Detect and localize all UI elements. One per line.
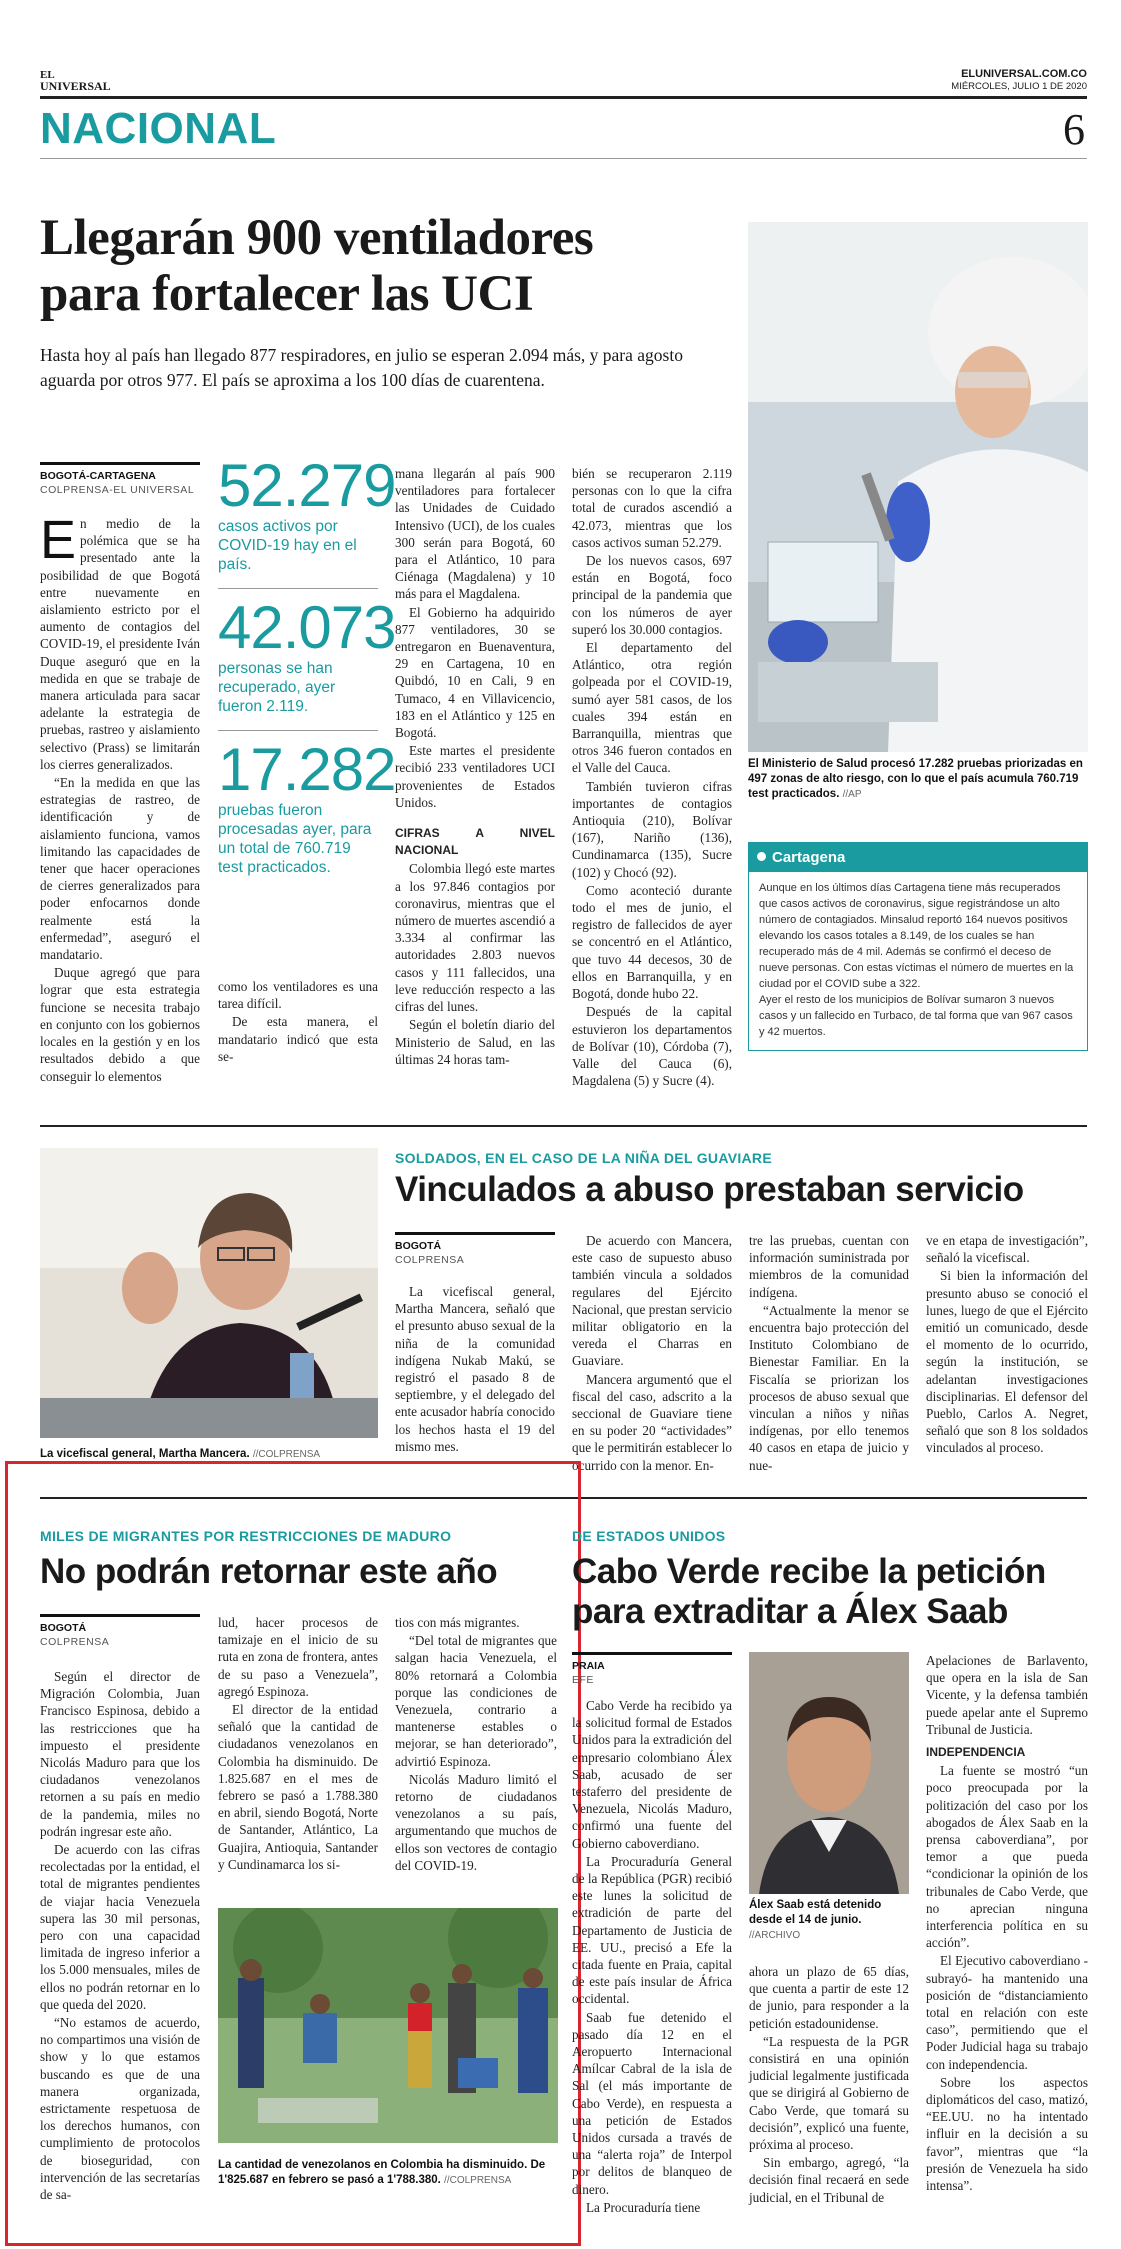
main-col3-p3: Este martes el presidente recibió 233 ventiladores UCI provenientes de Estados Unidos. xyxy=(395,743,555,810)
story2-headline: Vinculados a abuso prestaban servicio xyxy=(395,1170,1024,1209)
story2-col-2 xyxy=(572,1232,732,1475)
story4-col1-p1: Cabo Verde ha recibido ya la solicitud formal de Estados Unidos para la extradición del empresario colombiano Álex Saab, acusado de ser testaferro del presidente de Venezuela, Nicolás Maduro, confirmó una fuente del Gobierno caboverdiano. xyxy=(572,1698,732,1851)
page-number: 6 xyxy=(1063,105,1085,154)
box-body xyxy=(749,872,1087,1050)
story3-col-2 xyxy=(218,1614,378,1874)
story3-col1-p2: De acuerdo con las cifras recolectadas por la entidad, el total de migrantes pendientes de viajar hacia Venezuela supera las 30 mil personas, pero con una capacidad limitada de ingreso inferior a los 5.000 mensuales, miles de ellos no podrán retornar en lo que queda del 2020. xyxy=(40,1842,200,2012)
story3-col-1 xyxy=(40,1668,200,2204)
story2-col4-p1: ve en etapa de investigación”, señaló la vicefiscal. xyxy=(926,1233,1088,1266)
byline-agency: COLPRENSA xyxy=(40,1636,110,1648)
main-col2-p2: De esta manera, el mandatario indicó que esta se- xyxy=(218,1014,378,1064)
stat-active-cases-label: casos activos por COVID-19 hay en el país. xyxy=(218,518,357,573)
cartagena-box xyxy=(748,842,1088,1051)
story4-byline xyxy=(572,1652,732,1687)
stats-column xyxy=(218,452,396,891)
main-headline-line-2: para fortalecer las UCI xyxy=(40,266,534,322)
story4-col3-p4: Sobre los aspectos diplomáticos del caso, matizó, “EE.UU. no ha intentado influir en la decisión a su favor”, mientras que “la presión de Venezuela ha sido intensa”. xyxy=(926,2074,1088,2194)
story3-byline xyxy=(40,1614,200,1649)
logo-line-2: UNIVERSAL xyxy=(40,79,111,93)
story2-col2-p2: Mancera argumentó que el fiscal del caso, adscrito a la seccional de Guaviare tiene en su poder 20 “actividades” que le permitirán establecer lo ocurrido con la menor. En- xyxy=(572,1371,732,1473)
issue-date: MIÉRCOLES, JULIO 1 DE 2020 xyxy=(951,81,1087,92)
photo-credit: //COLPRENSA xyxy=(252,1449,321,1460)
main-paragraph xyxy=(40,510,200,773)
stat-tests-label: pruebas fueron procesadas ayer, para un total de 760.719 test practicados. xyxy=(218,802,372,876)
story3-col3-p1: tios con más migrantes. xyxy=(395,1615,520,1630)
caption-text: La vicefiscal general, Martha Mancera. xyxy=(40,1448,250,1460)
vicefiscal-photo xyxy=(40,1148,378,1438)
stat-tests: 17.282 xyxy=(218,736,396,803)
main-byline xyxy=(40,462,200,497)
story4-col1-p2: La Procuraduría General de la República (PGR) recibió este lunes la solicitud de extradición de parte del Departamento de Justicia de EE. UU., precisó a Efe la citada fuente en Praia, capital de este país insular de África occidental. xyxy=(572,1853,732,2007)
story2-byline xyxy=(395,1232,555,1267)
story4-col2-p3: Sin embargo, agregó, “la decisión final recaerá en sede judicial, en el Tribunal de xyxy=(749,2155,909,2205)
vicefiscal-caption xyxy=(40,1447,378,1462)
main-col-2-tail xyxy=(218,978,378,1066)
story4-subhead: INDEPENDENCIA xyxy=(926,1745,1026,1760)
stat-active-cases: 52.279 xyxy=(218,452,396,519)
story3-kicker: MILES DE MIGRANTES POR RESTRICCIONES DE MADURO xyxy=(40,1528,452,1544)
main-col1-p3: Duque agregó que para lograr que esta estrategia funcione se necesita trabajo en conjunto con los gobiernos locales en la gestión y en los resultados debido a que conseguir lo elementos xyxy=(40,965,200,1084)
header-rule xyxy=(40,96,1087,99)
main-col4-p4: También tuvieron cifras importantes de contagios Antioquia (210), Bolívar (167), Nariño (136), Cundinamarca (135), Sucre (102) y Chocó (92). xyxy=(572,778,732,880)
story3-col1-p1: Según el director de Migración Colombia, Juan Francisco Espinosa, debido a las restricciones que ha impuesto el presidente Nicolás Maduro para que los ciudadanos venezolanos retornen a su país en medio de la pandemia, miles no podrán ingresar este año. xyxy=(40,1669,200,1839)
main-col2-p1: como los ventiladores es una tarea difícil. xyxy=(218,979,378,1012)
main-col3-p2: El Gobierno ha adquirido 877 ventiladores, 30 se entregaron en Buenaventura, 29 en Cartagena, 10 en Quibdó, 10 en Cali, 9 en Tumaco, 4 en Villavicencio, 183 en el Atlántico y 125 en Bogotá. xyxy=(395,604,555,741)
story4-kicker: DE ESTADOS UNIDOS xyxy=(572,1528,726,1544)
masthead-logo xyxy=(40,70,111,92)
drop-cap: E xyxy=(40,510,77,570)
byline-agency: EFE xyxy=(572,1674,594,1686)
byline-place: BOGOTÁ xyxy=(40,1622,87,1634)
caption-text: El Ministerio de Salud procesó 17.282 pruebas priorizadas en 497 zonas de alto riesgo, con lo que el país acumula 760.719 test practicados. xyxy=(748,758,1083,800)
bullet-icon xyxy=(757,852,766,861)
byline-place: BOGOTÁ xyxy=(395,1240,442,1252)
story2-col-4 xyxy=(926,1232,1088,1458)
story2-col4-p2: Si bien la información del presunto abuso se conoció el lunes, luego de que el Ejército emitió un comunicado, desde el momento de lo ocurrido, según la institución, se adelantan investigaciones disciplinarias. El defensor del Pueblo, Carlos A. Negret, señaló que son 8 los soldados vinculados al proceso. xyxy=(926,1268,1088,1456)
main-col4-p2: De los nuevos casos, 697 están en Bogotá, foco principal de la pandemia que con los números de ayer superó los 30.000 contagios. xyxy=(572,553,732,637)
saab-caption xyxy=(749,1898,909,1943)
main-subhead: CIFRAS A NIVEL NACIONAL xyxy=(395,826,555,858)
story4-col-2 xyxy=(749,1963,909,2207)
byline-agency: COLPRENSA xyxy=(395,1254,465,1266)
photo-credit: //AP xyxy=(842,789,862,800)
migrants-caption xyxy=(218,2158,558,2188)
caption-text: Álex Saab está detenido desde el 14 de junio. xyxy=(749,1899,882,1926)
story2-col3-p1: tre las pruebas, cuentan con información suministrada por miembros de la comunidad indígena. xyxy=(749,1233,909,1300)
story2-col-1 xyxy=(395,1283,555,1456)
story3-col2-p1: lud, hacer procesos de tamizaje en el inicio de su ruta en zona de frontera, antes de su paso a Venezuela”, agregó Espinoza. xyxy=(218,1615,378,1699)
byline-place: BOGOTÁ-CARTAGENA xyxy=(40,470,156,482)
saab-photo-illustration xyxy=(749,1652,909,1894)
box-title: Cartagena xyxy=(772,849,846,866)
photo-credit: //COLPRENSA xyxy=(444,2175,512,2186)
stat-block xyxy=(218,452,396,589)
main-col-4 xyxy=(572,465,732,1090)
logo-line-1: EL xyxy=(40,69,55,81)
vicefiscal-photo-illustration xyxy=(40,1148,378,1438)
story4-col3-p2: La fuente se mostró “un poco preocupada por la politización del caso por los abogados de Álex Saab en la prensa caboverdiana”, por temor a que pueda “condicionar la opinión de los tribunales de Cabo Verde, que no aprecian ninguna interferencia política en su acción”. xyxy=(926,1763,1088,1951)
story4-col-3 xyxy=(926,1652,1088,2195)
box-text: Aunque en los últimos días Cartagena tiene más recuperados que casos activos de coronavirus, sigue registrándose un alto número de contagiados. Minsalud reportó 164 nuevos positivos elevando los casos totales a 8.149, de los cuales se han recuperado más de 4 mil. Además se confirmó el deceso de nueve personas. Con estas víctimas el número de muertes en la ciudad por el COVID sube a 322. xyxy=(759,882,1074,990)
story4-col1-p4: La Procuraduría tiene xyxy=(586,2199,701,2215)
migrants-photo-illustration xyxy=(218,1908,558,2143)
story4-col1-p3: Saab fue detenido el pasado día 12 en el Aeropuerto Internacional Amílcar Cabral de la isla de Sal (el más importante de Cabo Verde), en respuesta a una petición de Estados Unidos cursada a través de una “alerta roja” de Interpol por delitos de blanqueo de dinero. xyxy=(572,2009,732,2197)
stat-recovered-label: personas se han recuperado, ayer fueron 2.119. xyxy=(218,660,336,715)
main-col4-p5: Como aconteció durante todo el mes de junio, el registro de fallecidos de ayer se concentró en el Atlántico, que tuvo 44 decesos, 30 de ellos en Barranquilla, y en Bogotá, donde hubo 22. xyxy=(572,882,732,1002)
stat-recovered: 42.073 xyxy=(218,594,396,661)
story4-headline-line-1: Cabo Verde recibe la petición xyxy=(572,1552,1046,1591)
story2-kicker: SOLDADOS, EN EL CASO DE LA NIÑA DEL GUAVIARE xyxy=(395,1150,772,1166)
lab-photo-illustration xyxy=(748,222,1088,752)
story2-col-3 xyxy=(749,1232,909,1475)
story4-col2-p2: “La respuesta de la PGR consistirá en una opinión judicial legalmente justificada que se dirigirá al Gobierno de Cabo Verde, que tomará su decisión”, explicó una fuente, próxima al proceso. xyxy=(749,2033,909,2153)
migrants-photo xyxy=(218,1908,558,2143)
section-divider xyxy=(40,1125,1087,1127)
lab-photo-caption xyxy=(748,757,1088,802)
box-text-2: Ayer el resto de los municipios de Bolívar sumaron 3 nuevos casos y un fallecido en Turbaco, de tal forma que van 967 casos y 42 muertos. xyxy=(759,994,1073,1038)
main-headline-line-1: Llegarán 900 ventiladores xyxy=(40,210,594,266)
story4-col2-p1: ahora un plazo de 65 días, que cuenta a partir de este 12 de junio, para responder a la petición estadounidense. xyxy=(749,1964,909,2031)
main-col4-p6: Después de la capital estuvieron los departamentos de Bolívar (10), Córdoba (7), Valle del Cauca (6), Magdalena (5) y Sucre (4). xyxy=(572,1004,732,1089)
main-col-1 xyxy=(40,510,200,1086)
story4-col-1 xyxy=(572,1697,732,2217)
box-header xyxy=(749,843,1087,872)
stat-block xyxy=(218,594,396,731)
main-col4-p1: bién se recuperaron 2.119 personas con lo que la cifra total de curados ascendió a 42.073, mientras que los casos activos suman 52.279. xyxy=(572,466,732,550)
main-col-3 xyxy=(395,465,555,1069)
lab-photo xyxy=(748,222,1088,752)
main-headline xyxy=(40,210,593,322)
main-col3-p1: mana llegarán al país 900 ventiladores para fortalecer las Unidades de Cuidado Intensivo (UCI), de los cuales 300 serán para Bogotá, 60 para el Atlántico, 10 para Ciénaga (Magdalena) y 10 más para el Magdalena. xyxy=(395,466,555,602)
site-url: ELUNIVERSAL.COM.CO xyxy=(961,68,1087,80)
story3-col3-p3: Nicolás Maduro limitó el retorno de ciudadanos venezolanos a su país, argumentando que muchos de ellos son vectores de contagio del COVID-19. xyxy=(395,1771,557,1873)
story2-col1-p1: La vicefiscal general, Martha Mancera, señaló que el presunto abuso sexual de la niña de la comunidad indígena Nukab Makú, se registró el pasado 8 de septiembre, y el delegado del ente acusador habría conocido los hechos hasta el 19 del mismo mes. xyxy=(395,1284,556,1454)
main-col4-p3: El departamento del Atlántico, otra región golpeada por el COVID-19, sumó ayer 581 casos, de los cuales 394 están en Barranquilla, mientras que otros 346 fueron contados en el Valle del Cauca. xyxy=(572,640,732,776)
story4-headline-line-2: para extraditar a Álex Saab xyxy=(572,1592,1008,1631)
story3-headline: No podrán retornar este año xyxy=(40,1552,498,1591)
story2-col3-p2: “Actualmente la menor se encuentra bajo protección del Instituto Colombiano de Bienestar Familiar. En la Fiscalía se priorizan los procesos de abuso sexual que vinculan a niños y niñas indígenas, por ello tenemos 40 casos en etapa de juicio y nue- xyxy=(749,1302,909,1473)
main-col3-p4: Colombia llegó este martes a los 97.846 contagios por coronavirus, mientras que el número de muertes ascendió a 3.334 al confirmar las autoridades 2.803 nuevos casos y 111 fallecidos, una leve reducción respecto a las cifras del lunes. xyxy=(395,861,555,1015)
story4-col3-p3: El Ejecutivo caboverdiano -subrayó- ha mantenido una posición de “distanciamiento total en relación con este caso”, permitiendo que el Poder Judicial haga su trabajo con independencia. xyxy=(926,1953,1088,2072)
byline-agency: COLPRENSA-EL UNIVERSAL xyxy=(40,484,195,496)
story2-col2-p1: De acuerdo con Mancera, este caso de supuesto abuso también vincula a soldados regulares del Ejército Nacional, que prestan servicio militar obligatorio en la vereda el Charras en Guaviare. xyxy=(572,1233,732,1369)
byline-place: PRAIA xyxy=(572,1660,605,1672)
story3-col2-p2: El director de la entidad señaló que la cantidad de ciudadanos venezolanos en Colombia ha disminuido. De 1.825.687 en el mes de febrero se pasó a 1.788.380 en abril, siendo Bogotá, Norte de Santander, Atlántico, La Guajira, Antioquia, Santander y Cundinamarca los si- xyxy=(218,1702,378,1872)
caption-text: La cantidad de venezolanos en Colombia ha disminuido. De 1'825.687 en febrero se pasó a 1'788.380. xyxy=(218,2159,546,2186)
main-col1-p2: “En la medida en que las estrategias de rastreo, de identificación y de aislamiento funciona, vamos limitando las capacidades de tener que hacer operaciones de cierres generalizados para poder enfocarnos donde realmente está la enfermedad”, aseguró el mandatario. xyxy=(40,775,200,963)
main-col1-p1: n medio de la polémica que se ha presentado ante la posibilidad de que Bogotá entre nuevamente en aislamiento estricto por el aumento de contagios del COVID-19, el presidente Iván Duque aseguró que en la medida en que se trabaje de manera articulada para sacar adelante la estrategia de pruebas, rastreo y aislamiento selectivo (Prass) se limitarán los cierres generalizados. xyxy=(40,516,200,772)
photo-credit: //ARCHIVO xyxy=(749,1930,801,1941)
stat-block xyxy=(218,736,396,877)
story4-col3-p1: Apelaciones de Barlavento, que opera en la isla de San Vicente, y la defensa también puede apelar ante el Supremo Tribunal de Justicia. xyxy=(926,1653,1088,1737)
story3-col3-p2: “Del total de migrantes que salgan hacia Venezuela, el 80% retornará a Colombia porque las condiciones de Venezuela, contrario a mantenerse estables o mejorar, se han deteriorado”, advirtió Espinoza. xyxy=(395,1633,557,1769)
story4-headline xyxy=(572,1552,1046,1632)
story3-col1-p3: “No estamos de acuerdo, no compartimos una visión de show y lo que estamos buscando es que de una manera organizada, estrictamente respetuosa de los derechos humanos, con cumplimiento de protocolos de bioseguridad, con intervención de las secretarías de sa- xyxy=(40,2015,200,2203)
story3-col-3 xyxy=(395,1614,557,1875)
section-title: NACIONAL xyxy=(40,104,277,153)
main-dek: Hasta hoy al país han llegado 877 respiradores, en julio se esperan 2.094 más, y para agosto aguarda por otros 977. El país se aproxima a los 100 días de cuarentena. xyxy=(40,345,683,390)
header-rule-2 xyxy=(40,158,1087,159)
saab-photo xyxy=(749,1652,909,1894)
main-col3-p5: Según el boletín diario del Ministerio de Salud, en las últimas 24 horas tam- xyxy=(395,1017,555,1067)
